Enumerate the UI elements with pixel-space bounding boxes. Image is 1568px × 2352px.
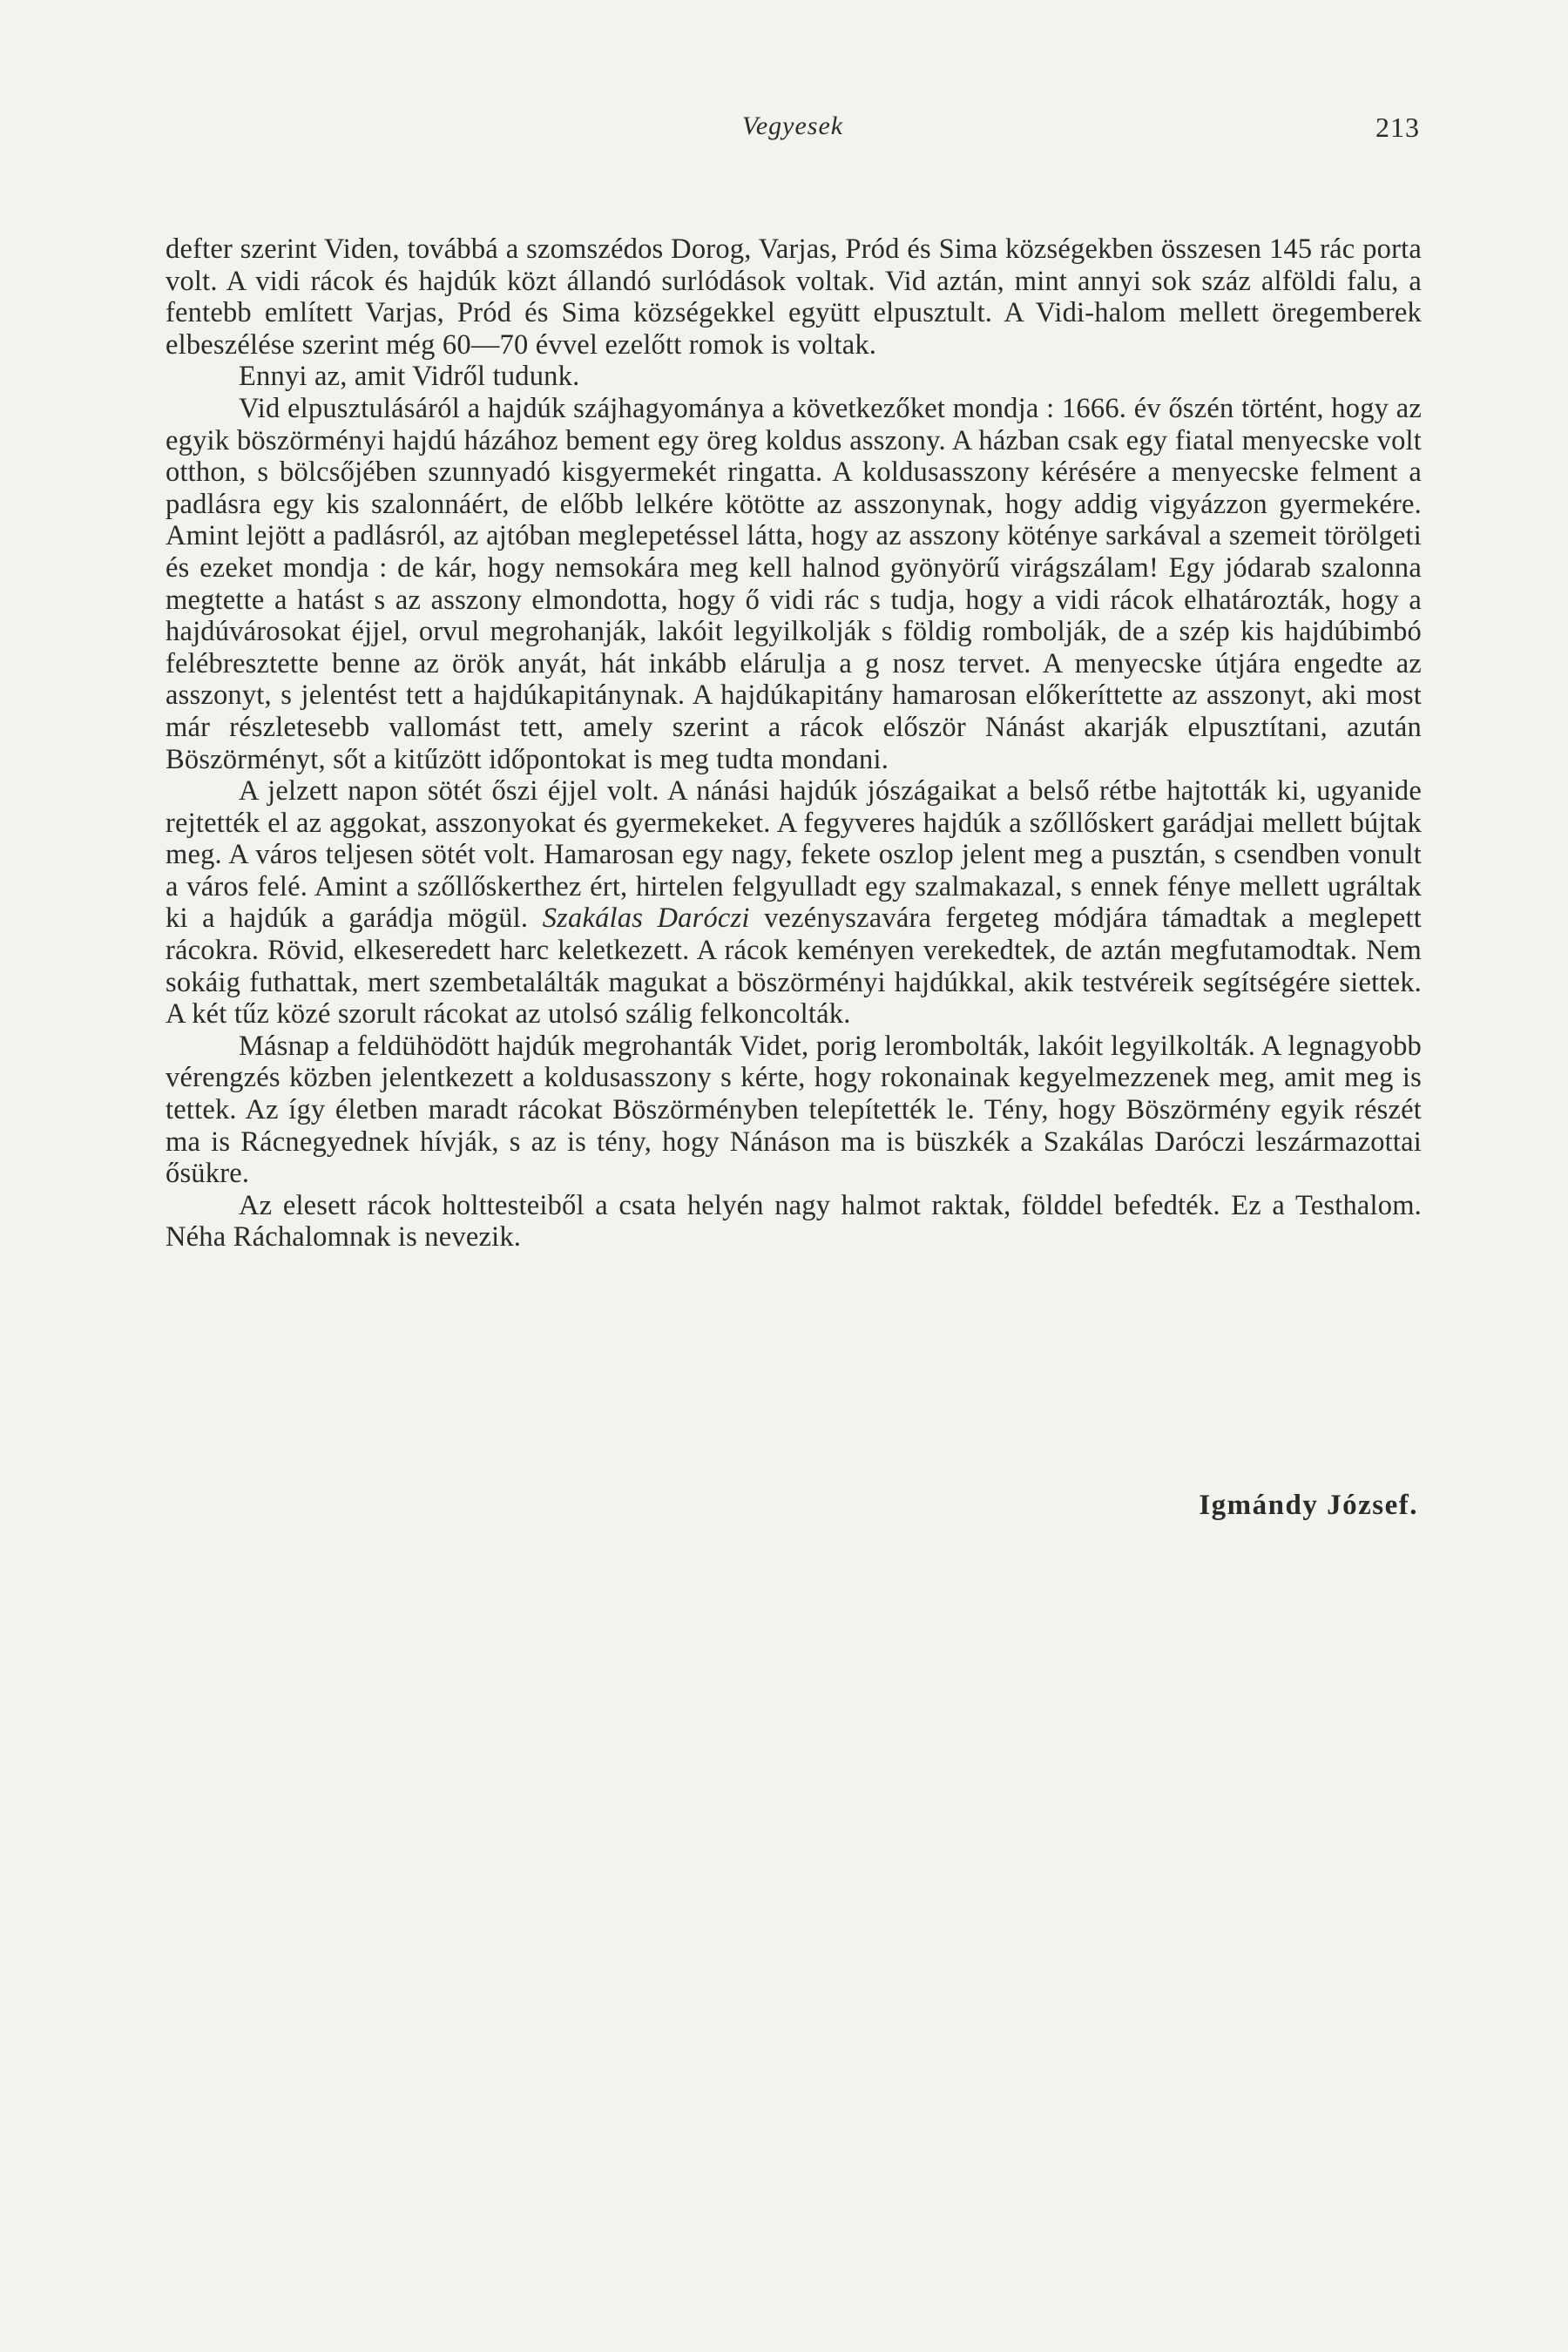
- author-signature: Igmándy József.: [1199, 1490, 1418, 1521]
- paragraph-3: Vid elpusztulásáról a hajdúk szájhagyománya a következőket mondja : 1666. év őszén történt, hogy az egyik böszörményi hajdú házához bement egy öreg koldus asszony. A házban csak egy fiatal menyecske volt otthon, s bölcsőjében szunnyadó kisgyermekét ringatta. A koldusasszony kérésére a menyecske felment a padlásra egy kis szalonnáért, de előbb lelkére kötötte az asszonynak, hogy addig vigyázzon gyermekére. Amint lejött a padlásról, az ajtóban meglepetéssel látta, hogy az asszony kötényе sarkával a szemeit törölgeti és ezeket mondja : de kár, hogy nemsokára meg kell halnod gyönyörű virágszálam! Egy jódarab szalonna megtette a hatást s az asszony elmondotta, hogy ő vidi rác s tudja, hogy a vidi rácok elhatározták, hogy a hajdúvárosokat éjjel, orvul megrohanják, lakóit legyilkolják s földig rombolják, de a szép kis hajdúbimbó felébresztette benne az örök anyát, hát inkább elárulja a g nosz tervet. A menyecske útjára engedte az asszonyt, s jelentést tett a hajdúkapitánynak. A hajdúkapitány hamarosan előkeríttette az asszonyt, aki most már részletesebb vallomást tett, amely szerint a rácok először Nánást akarják elpusztítani, azután Böszörményt, sőt a kitűzött időpontokat is meg tudta mondani.: [166, 392, 1422, 775]
- page-number: 213: [1375, 112, 1420, 143]
- running-head: Vegyesek: [741, 112, 844, 140]
- paragraph-4-part-a: A jelzett napon sötét őszi éjjel volt. A nánási hajdúk jószágaikat a belső rétbe hajtották ki, ugyanide rejtették el az aggokat, asszonyokat és gyermekeket. A fegyveres hajdúk a szőllőskert garádjai mellett bújtak meg. A város teljesen sötét volt. Hamarosan egy nagy, fekete oszlop jelent meg a pusztán, s csendben vonult a város felé. Amint a szőllőskerthez ért, hirtelen felgyulladt egy szalmakazal, s ennek fénye mellett ugráltak ki a hajdúk a garádja mögül.: [166, 775, 1422, 935]
- article-body: [166, 233, 1422, 1254]
- paragraph-4-part-b: vezényszavára fergeteg módjára támadtak a meglepett rácokra. Rövid, elkeseredett harc keletkezett. A rácok keményen verekedtek, de aztán megfutamodtak. Nem sokáig futhattak, mert szembetalálták magukat a böszörményi hajdúkkal, akik testvéreik segítségére siettek. A két tűz közé szorult rácokat az utolsó szálig felkoncolták.: [166, 902, 1422, 1031]
- paragraph-5: Másnap a feldühödött hajdúk megrohanták Videt, porig lerombolták, lakóit legyilkolták. A legnagyobb vérengzés közben jelentkezett a koldusasszony s kérte, hogy rokonainak kegyelmezzenek meg, amit meg is tettek. Az így életben maradt rácokat Böszörményben telepítették le. Tény, hogy Böszörmény egyik részét ma is Rácnegyednek hívják, s az is tény, hogy Nánáson ma is büszkék a Szakálas Daróczi leszármazottai ősükre.: [166, 1030, 1422, 1190]
- paragraph-1: defter szerint Viden, továbbá a szomszédos Dorog, Varjas, Pród és Sima községekben összesen 145 rác porta volt. A vidi rácok és hajdúk közt állandó surlódások voltak. Vid aztán, mint annyi sok száz alföldi falu, a fentebb említett Varjas, Pród és Sima községekkel együtt elpusztult. A Vidi-halom mellett öregemberek elbeszélése szerint még 60—70 évvel ezelőtt romok is voltak.: [166, 233, 1422, 361]
- paragraph-2: Ennyi az, amit Vidről tudunk.: [239, 361, 580, 393]
- paragraph-6: Az elesett rácok holttesteiből a csata helyén nagy halmot raktak, földdel befedték. Ez a Testhalom. Néha Ráchalomnak is nevezik.: [166, 1189, 1422, 1254]
- paragraph-4: [166, 775, 1422, 1031]
- commander-name: Szakálas Daróczi: [542, 902, 750, 935]
- page-header: [166, 112, 1420, 164]
